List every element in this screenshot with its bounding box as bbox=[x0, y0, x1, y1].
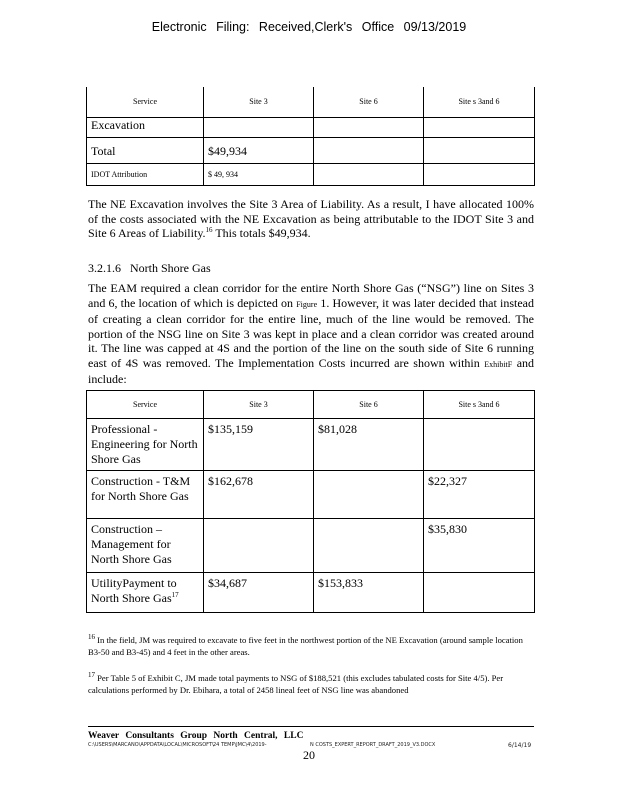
table-cell: $162,678 bbox=[204, 471, 314, 519]
table-cell: $ 49, 934 bbox=[204, 163, 314, 185]
footnote-number: 16 bbox=[88, 633, 95, 642]
table-row bbox=[87, 117, 535, 137]
table-cell: Construction – Management for North Shore Gas bbox=[87, 519, 204, 573]
footnote-number: 17 bbox=[88, 671, 95, 680]
paragraph-text: 1. However, it was later decided that instead of creating a clean corridor for the entire line, much of the line would be removed. The portion of the NSG line on Site 3 was kept in place and a clean corridor was created around it. The line was capped at 4S and the portion of the line on the south side of Site 6 running east of 4S was removed. The Implementation Costs incurred are shown within bbox=[88, 295, 535, 370]
paragraph-text: The NE Excavation involves the Site 3 Area of Liability. As a result, I have allocated 100% of the costs associated with the NE Excavation as being attributable to the IDOT Site 3 and Site 6 Areas of Liability. bbox=[88, 197, 534, 240]
column-header: Site 3 bbox=[204, 87, 314, 117]
footnote-reference: 16 bbox=[205, 226, 213, 234]
filing-stamp-header: Electronic Filing: Received,Clerk's Office 09/13/2019 bbox=[151, 20, 467, 34]
footnote-reference: 17 bbox=[171, 591, 179, 599]
table-cell: $49,934 bbox=[204, 137, 314, 163]
table-cell bbox=[424, 117, 535, 137]
figure-reference: Figure bbox=[296, 299, 318, 309]
footnote-text: Per Table 5 of Exhibit C, JM made total payments to NSG of $188,521 (this excludes tabulated costs for Site 4/5). Per calculations performed by Dr. Ebihara, a total of 2458 lineal feet of NSG line was abandoned bbox=[88, 673, 504, 695]
ne-excavation-paragraph bbox=[88, 197, 534, 241]
section-number: 3.2.1.6 bbox=[88, 261, 121, 275]
table-row bbox=[87, 471, 535, 519]
table-cell bbox=[424, 573, 535, 613]
paragraph-text: and include: bbox=[88, 355, 535, 386]
footer-file-path: C:\USERS\MARCANO\APPDATA\LOCAL\MICROSOFT\ bbox=[88, 742, 214, 748]
north-shore-gas-cost-table bbox=[86, 390, 535, 613]
table-cell: Construction - T&M for North Shore Gas bbox=[87, 471, 204, 519]
table-cell: $153,833 bbox=[314, 573, 424, 613]
footer-divider bbox=[88, 726, 534, 727]
table-cell bbox=[424, 419, 535, 471]
column-header: Site 6 bbox=[314, 87, 424, 117]
table-row bbox=[87, 137, 535, 163]
table-row bbox=[87, 573, 535, 613]
footnote-text: In the field, JM was required to excavate to five feet in the northwest portion of the NE Excavation (around sample location B3-50 and B3-45) and 4 feet in the other areas. bbox=[88, 635, 523, 657]
table-row bbox=[87, 419, 535, 471]
table-cell: Total bbox=[87, 137, 204, 163]
column-header: Site s 3and 6 bbox=[424, 87, 535, 117]
footer-file-path: N COSTS_EXPERT_REPORT_DRAFT_2019_V3.DOCX bbox=[310, 742, 436, 748]
column-header: Site 3 bbox=[204, 391, 314, 419]
table-cell bbox=[314, 163, 424, 185]
excavation-cost-table bbox=[86, 87, 535, 186]
table-cell bbox=[204, 519, 314, 573]
cell-text: UtilityPayment to North Shore Gas bbox=[91, 576, 177, 605]
table-cell bbox=[424, 163, 535, 185]
table-cell: IDOT Attribution bbox=[87, 163, 204, 185]
table-cell bbox=[87, 573, 204, 613]
column-header: Site 6 bbox=[314, 391, 424, 419]
page-number: 20 bbox=[303, 748, 315, 762]
column-header: Service bbox=[87, 391, 204, 419]
table-row bbox=[87, 519, 535, 573]
table-cell bbox=[314, 471, 424, 519]
footnote-16 bbox=[88, 634, 534, 658]
table-row bbox=[87, 163, 535, 185]
table-cell: $34,687 bbox=[204, 573, 314, 613]
section-title: North Shore Gas bbox=[130, 261, 211, 275]
column-header: Site s 3and 6 bbox=[424, 391, 535, 419]
paragraph-text: The EAM required a clean corridor for the entire North Shore Gas (“NSG”) line on Sites 3 and 6, the location of which is depicted on bbox=[88, 281, 534, 310]
table-cell: $135,159 bbox=[204, 419, 314, 471]
table-cell bbox=[204, 117, 314, 137]
footer-date: 6/14/19 bbox=[508, 742, 532, 749]
column-header: Service bbox=[87, 87, 204, 117]
table-header-row bbox=[87, 87, 535, 117]
table-cell: $81,028 bbox=[314, 419, 424, 471]
table-cell bbox=[314, 519, 424, 573]
table-cell: Excavation bbox=[87, 117, 204, 137]
table-cell bbox=[424, 137, 535, 163]
table-cell: $35,830 bbox=[424, 519, 535, 573]
north-shore-gas-paragraph bbox=[88, 281, 534, 387]
table-cell: Professional - Engineering for North Shore Gas bbox=[87, 419, 204, 471]
exhibit-reference: ExhibitF bbox=[484, 359, 513, 369]
section-heading bbox=[88, 261, 211, 276]
table-cell bbox=[314, 117, 424, 137]
footnote-17 bbox=[88, 672, 534, 696]
paragraph-text: This totals $49,934. bbox=[212, 226, 311, 240]
table-cell: $22,327 bbox=[424, 471, 535, 519]
footer-file-path: 24 TEMP\JMC\4\2019- bbox=[213, 742, 267, 748]
footer-company: Weaver Consultants Group North Central, LLC bbox=[88, 731, 304, 741]
table-header-row bbox=[87, 391, 535, 419]
table-cell bbox=[314, 137, 424, 163]
